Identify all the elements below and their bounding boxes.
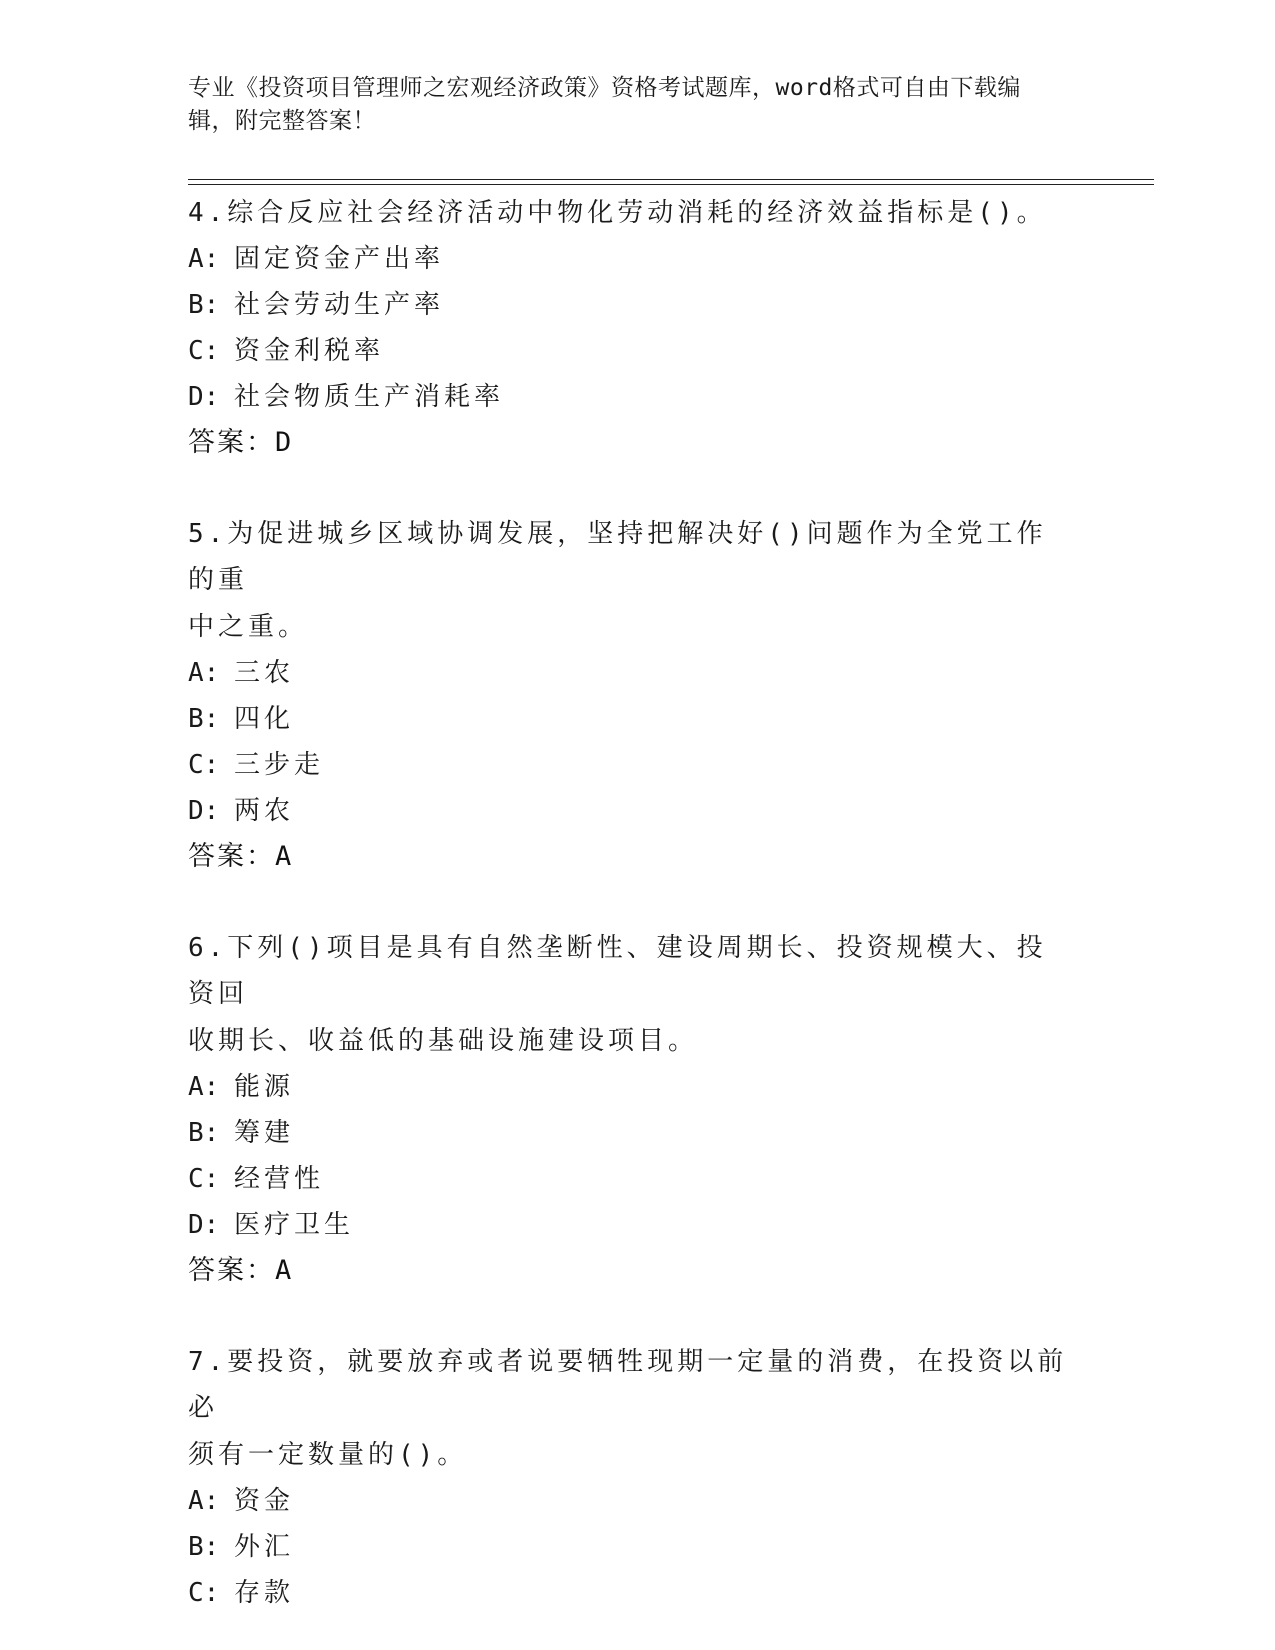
option-letter: A: — [188, 244, 220, 274]
option-text: 能源 — [234, 1072, 295, 1102]
option-letter: D: — [188, 382, 220, 412]
option-letter: C: — [188, 336, 220, 366]
question-5 — [188, 510, 1068, 880]
option-text: 筹建 — [234, 1118, 295, 1148]
intro-line-2: 辑，附完整答案！ — [188, 108, 376, 134]
question-text: 4.综合反应社会经济活动中物化劳动消耗的经济效益指标是()。 — [188, 198, 1047, 228]
option-text: 存款 — [234, 1578, 295, 1608]
option-letter: A: — [188, 1072, 220, 1102]
option-text: 社会物质生产消耗率 — [234, 382, 505, 412]
option-text: 社会劳动生产率 — [234, 290, 445, 320]
question-list — [188, 189, 1068, 1616]
answer-label: 答案： — [188, 427, 275, 458]
option-b — [188, 1110, 1068, 1156]
option-letter: B: — [188, 1532, 220, 1562]
option-text: 固定资金产出率 — [234, 244, 445, 274]
document-intro — [188, 72, 1068, 138]
answer-line — [188, 834, 1068, 880]
option-a — [188, 650, 1068, 696]
option-d — [188, 788, 1068, 834]
answer-label: 答案： — [188, 1255, 275, 1286]
option-d — [188, 1202, 1068, 1248]
option-c — [188, 742, 1068, 788]
question-7 — [188, 1338, 1068, 1616]
question-6 — [188, 924, 1068, 1294]
answer-value: D — [275, 427, 292, 458]
question-text-line-2: 中之重。 — [188, 612, 309, 642]
option-text: 外汇 — [234, 1532, 295, 1562]
answer-line — [188, 1248, 1068, 1294]
question-text-line-1: 6.下列()项目是具有自然垄断性、建设周期长、投资规模大、投资回 — [188, 933, 1047, 1009]
option-text: 四化 — [234, 704, 295, 734]
option-d — [188, 374, 1068, 420]
answer-value: A — [275, 841, 292, 872]
header-divider-top — [188, 179, 1154, 180]
option-text: 三农 — [234, 658, 295, 688]
header-divider-bottom — [188, 184, 1154, 185]
option-text: 资金 — [234, 1486, 295, 1516]
intro-line-1: 专业《投资项目管理师之宏观经济政策》资格考试题库，word格式可自由下载编 — [188, 75, 1021, 101]
option-letter: C: — [188, 1164, 220, 1194]
option-text: 两农 — [234, 796, 295, 826]
option-text: 三步走 — [234, 750, 325, 780]
option-b — [188, 282, 1068, 328]
answer-label: 答案： — [188, 841, 275, 872]
option-text: 经营性 — [234, 1164, 325, 1194]
question-4 — [188, 189, 1068, 466]
option-c — [188, 1570, 1068, 1616]
option-b — [188, 696, 1068, 742]
answer-value: A — [275, 1255, 292, 1286]
option-letter: B: — [188, 1118, 220, 1148]
question-spacer — [188, 1294, 1068, 1338]
option-letter: B: — [188, 704, 220, 734]
option-letter: D: — [188, 1210, 220, 1240]
option-text: 资金利税率 — [234, 336, 385, 366]
option-a — [188, 1064, 1068, 1110]
question-spacer — [188, 880, 1068, 924]
option-letter: A: — [188, 1486, 220, 1516]
question-text-line-2: 收期长、收益低的基础设施建设项目。 — [188, 1026, 699, 1056]
question-text-line-1: 7.要投资，就要放弃或者说要牺牲现期一定量的消费，在投资以前必 — [188, 1347, 1068, 1423]
option-letter: B: — [188, 290, 220, 320]
question-text-line-1: 5.为促进城乡区域协调发展，坚持把解决好()问题作为全党工作的重 — [188, 519, 1047, 595]
option-c — [188, 1156, 1068, 1202]
option-letter: A: — [188, 658, 220, 688]
option-c — [188, 328, 1068, 374]
option-text: 医疗卫生 — [234, 1210, 355, 1240]
option-a — [188, 1478, 1068, 1524]
option-a — [188, 236, 1068, 282]
question-spacer — [188, 466, 1068, 510]
option-letter: D: — [188, 796, 220, 826]
question-text-line-2: 须有一定数量的()。 — [188, 1440, 468, 1470]
option-letter: C: — [188, 750, 220, 780]
answer-line — [188, 420, 1068, 466]
option-b — [188, 1524, 1068, 1570]
option-letter: C: — [188, 1578, 220, 1608]
